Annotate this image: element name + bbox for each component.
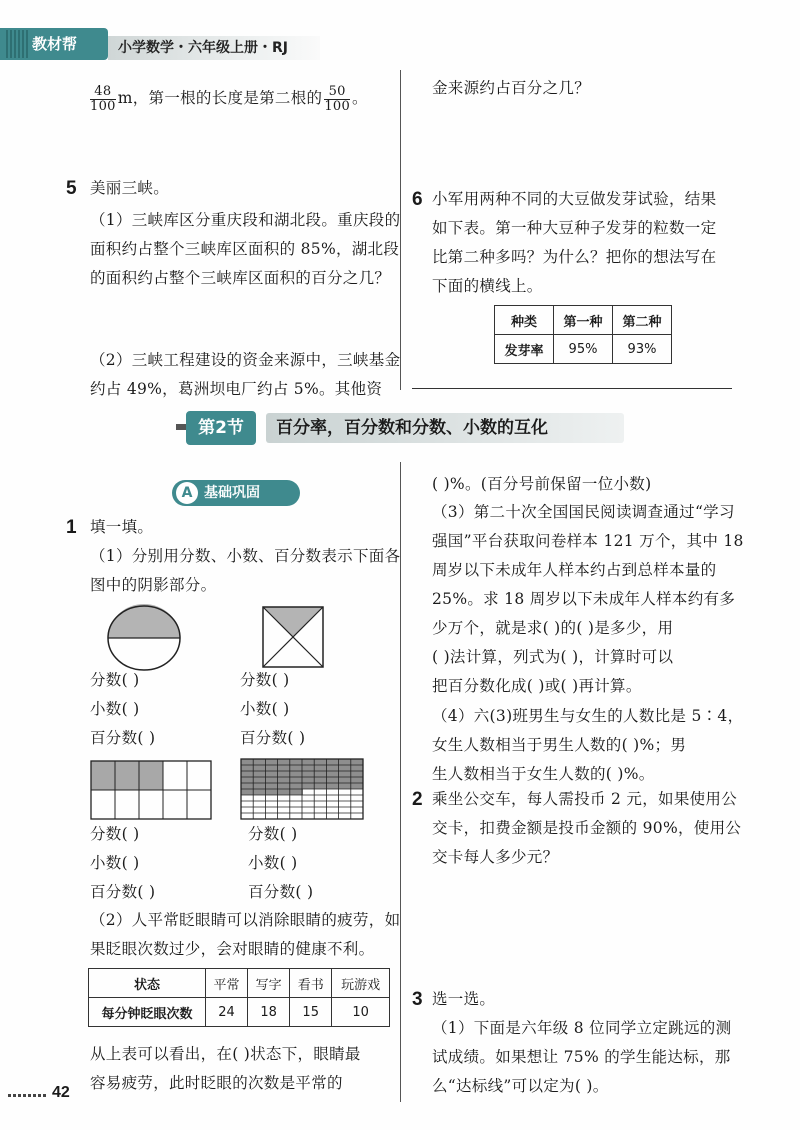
table-cell: 24 <box>206 998 248 1027</box>
table-cell: 95% <box>554 335 613 364</box>
fraction-50-100: $\frac{50}{100}$ <box>324 83 351 114</box>
fraction-48-100: $\frac{48}{100}$ <box>90 83 116 114</box>
section-badge: 第2节 <box>186 411 256 445</box>
question-1-part2-answer: 从上表可以看出，在( )状态下，眼睛最 容易疲劳，此时眨眼的次数是平常的 <box>90 1045 361 1092</box>
question-1-part2: （2）人平常眨眼睛可以消除眼睛的疲劳，如 果眨眼次数过少，会对眼睛的健康不利。 <box>90 911 401 958</box>
table-header: 第一种 <box>554 306 613 335</box>
germination-table <box>494 305 672 364</box>
table-cell: 18 <box>248 998 290 1027</box>
left-top-line: $\frac{48}{100}$ m，第一根的长度是第二根的 $\frac{50}{100}$ 。 <box>90 83 368 114</box>
table-cell: 93% <box>613 335 672 364</box>
question-1-part3: （3）第二十次全国国民阅读调查通过“学习 强国”平台获取问卷样本 121 万个，其中 18 周岁以下未成年人样本约占到总样本量的 25%。求 18 周岁以下未成年人样本约有多 少万个，就是求( )的( )是多少，用 ( )法计算，列式为( )，计算时可以 把百分数化成( )或( )再计算。 <box>432 503 744 695</box>
grid-10x10-figure <box>240 758 364 820</box>
blink-table <box>88 968 390 1027</box>
table-cell: 10 <box>332 998 390 1027</box>
banner-dash <box>176 424 186 430</box>
book-title: 小学数学・六年级上册・RJ <box>118 40 288 56</box>
question-1-part4: （4）六(3)班男生与女生的人数比是 5∶4， 女生人数相当于男生人数的( )%；男 生人数相当于女生人数的( )%。 <box>432 707 744 783</box>
table-cell: 15 <box>290 998 332 1027</box>
question-1-title: 填一填。 <box>90 518 154 536</box>
circle-figure <box>104 604 184 674</box>
question-1-part1: （1）分别用分数、小数、百分数表示下面各 图中的阴影部分。 <box>90 547 401 594</box>
table-header: 种类 <box>495 306 554 335</box>
brand-label: 教材帮 <box>32 35 78 53</box>
figure-3-labels: 分数( ) 小数( ) 百分数( ) <box>90 825 156 901</box>
question-3-part1: （1）下面是六年级 8 位同学立定跳远的测 试成绩。如果想让 75% 的学生能达标，那 么“达标线”可以定为( )。 <box>432 1019 732 1095</box>
question-5-number: 5 <box>66 178 77 199</box>
figure-4-labels: 分数( ) 小数( ) 百分数( ) <box>248 825 314 901</box>
question-2-text: 乘坐公交车，每人需投币 2 元，如果使用公 交卡，扣费金额是投币金额的 90%，使用公 交卡每人多少元？ <box>432 790 742 866</box>
answer-line <box>412 388 732 389</box>
square-figure <box>262 606 324 668</box>
figure-1-labels: 分数( ) 小数( ) 百分数( ) <box>90 671 156 747</box>
q1-continuation: ( )%。(百分号前保留一位小数) <box>432 475 652 493</box>
figure-2-labels: 分数( ) 小数( ) 百分数( ) <box>240 671 306 747</box>
question-6-number: 6 <box>412 189 423 210</box>
table-row-label: 发芽率 <box>495 335 554 364</box>
table-header: 平常 <box>206 969 248 998</box>
page-number: 42 <box>52 1084 70 1101</box>
question-3-title: 选一选。 <box>432 990 496 1008</box>
question-2-number: 2 <box>412 789 423 810</box>
question-5-part1: （1）三峡库区分重庆段和湖北段。重庆段的 面积约占整个三峡库区面积的 85%，湖北段 的面积约占整个三峡库区面积的百分之几？ <box>90 211 401 287</box>
question-3-number: 3 <box>412 989 423 1010</box>
table-header: 状态 <box>89 969 206 998</box>
question-1-number: 1 <box>66 517 77 538</box>
table-header: 第二种 <box>613 306 672 335</box>
grid-2x5-figure <box>90 760 212 820</box>
table-header: 看书 <box>290 969 332 998</box>
question-6-text: 小军用两种不同的大豆做发芽试验，结果 如下表。第一种大豆种子发芽的粒数一定 比第二种多吗？为什么？把你的想法写在 下面的横线上。 <box>432 190 717 295</box>
section-title: 百分率，百分数和分数、小数的互化 <box>266 413 624 443</box>
letter-a-icon: A <box>176 482 198 504</box>
page-number-dots <box>8 1094 46 1097</box>
header-stripes <box>6 30 28 58</box>
basic-badge: A 基础巩固 <box>172 480 300 506</box>
table-header: 写字 <box>248 969 290 998</box>
question-5-part2: （2）三峡工程建设的资金来源中，三峡基金 约占 49%，葛洲坝电厂约占 5%。其他资 <box>90 351 401 398</box>
question-5-title: 美丽三峡。 <box>90 179 170 197</box>
table-row-label: 每分钟眨眼次数 <box>89 998 206 1027</box>
q5-continuation: 金来源约占百分之几？ <box>432 79 591 97</box>
table-header: 玩游戏 <box>332 969 390 998</box>
